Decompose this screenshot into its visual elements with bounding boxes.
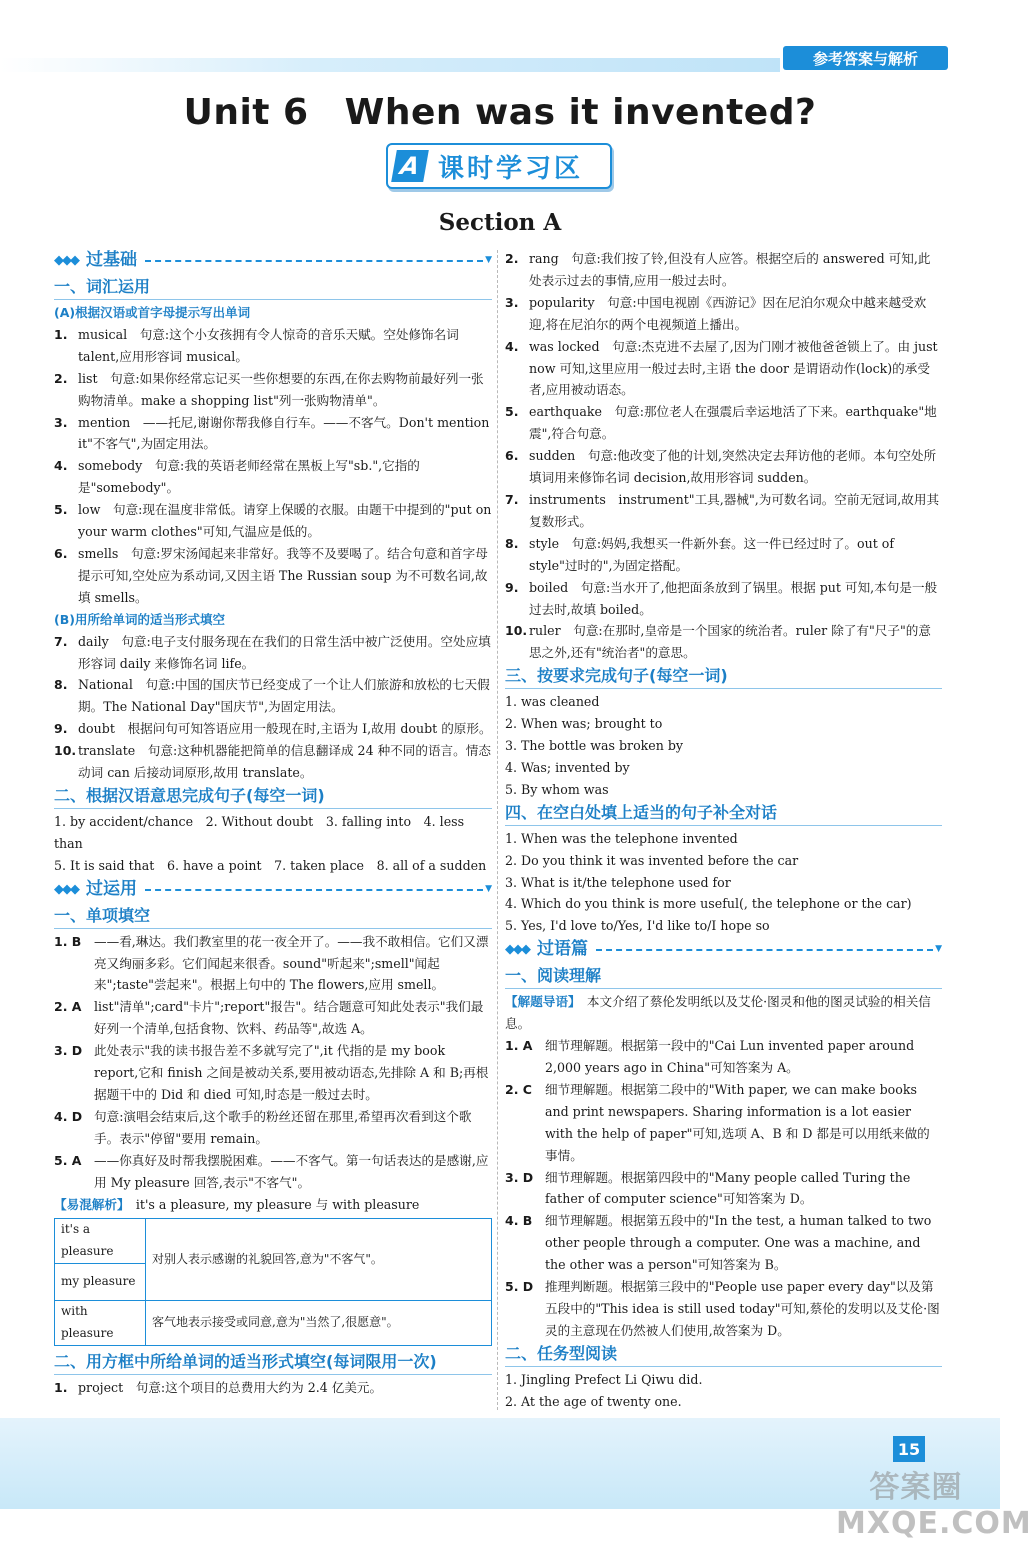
badge-letter: A <box>391 150 429 182</box>
heading-mark-icon: ◆◆◆ <box>54 881 78 897</box>
section-box-words: 二、用方框中所给单词的适当形式填空(每词限用一次) <box>54 1350 492 1375</box>
item-text: list"清单";card"卡片";report"报告"。结合题意可知此处表示"我们最好列一个清单,包括食物、饮料、药品等",故选 A。 <box>94 999 484 1037</box>
section-single-choice: 一、单项填空 <box>54 904 492 929</box>
list-item <box>505 1035 942 1079</box>
top-bar <box>0 0 1000 78</box>
table-key: it's a pleasure <box>55 1219 146 1264</box>
item-number: 8. <box>505 535 519 551</box>
heading-passage: ◆◆◆ 过语篇 ▼ <box>505 939 942 960</box>
section-dialogue: 四、在空白处填上适当的句子补全对话 <box>505 801 942 826</box>
item-text: popularity 句意:中国电视剧《西游记》因在尼泊尔观众中越来越受欢迎,将在尼泊尔的两个电视频道上播出。 <box>529 294 927 332</box>
item-number: 4. D <box>54 1108 83 1124</box>
item-number: 7. <box>505 491 519 507</box>
list-item <box>505 445 942 489</box>
item-text: rang 句意:我们按了铃,但没有人应答。根据空后的 answered 可知,此处表示过去的事情,应用一般过去时。 <box>529 251 931 288</box>
list-item <box>505 1167 942 1211</box>
subsection-a: (A)根据汉语或首字母提示写出单词 <box>54 305 251 320</box>
item-number: 8. <box>54 677 68 693</box>
section-vocab: 一、词汇运用 <box>54 275 492 300</box>
item-number: 2. <box>54 370 68 386</box>
box-words-list-cont <box>505 248 942 664</box>
list-item <box>54 368 492 412</box>
list-item <box>54 996 492 1040</box>
answer-line: 5. Yes, I'd love to/Yes, I'd like to/I hope so <box>505 918 770 934</box>
list-item <box>54 718 492 740</box>
triangle-icon: ▼ <box>485 883 492 894</box>
list-item <box>54 674 492 718</box>
list-item <box>505 1210 942 1276</box>
item-text: style 句意:妈妈,我想买一件新外套。这一件已经过时了。out of style"过时的",为固定搭配。 <box>529 535 895 573</box>
reading-list <box>505 1035 942 1342</box>
answer-line: 4. Was; invented by <box>505 759 630 775</box>
item-text: was locked 句意:杰克进不去屋了,因为门刚才被他爸爸锁上了。由 just now 可知,这里应用一般过去时,主语 the door 是谓语动作(lock)的承受者,应用被动语态。 <box>529 338 938 398</box>
item-number: 1. B <box>54 933 82 949</box>
list-item <box>54 1106 492 1150</box>
triangle-icon: ▼ <box>485 255 492 266</box>
item-text: doubt 根据问句可知答语应用一般现在时,主语为 I,故用 doubt 的原形。 <box>78 721 492 737</box>
item-text: National 句意:中国的国庆节已经变成了一个让人们旅游和放松的七天假期。The National Day"国庆节",为固定用法。 <box>78 677 490 715</box>
list-item <box>54 1040 492 1106</box>
badge-text: 课时学习区 <box>438 153 584 184</box>
pleasure-table <box>54 1218 492 1346</box>
unit-question: When was it invented? <box>344 92 817 133</box>
list-item <box>505 401 942 445</box>
table-key: with pleasure <box>55 1301 146 1346</box>
page-title <box>0 92 1000 133</box>
list-item <box>54 631 492 675</box>
item-number: 5. D <box>505 1279 534 1295</box>
triangle-icon: ▼ <box>935 944 942 955</box>
answer-tag: 参考答案与解析 <box>783 46 948 70</box>
item-text: 推理判断题。根据第三段中的"People use paper every day"以及第五段中的"This idea is still used today"可知,蔡伦的发明以及艾伦·图灵的主意现在仍然被人们使用,故答案为 D。 <box>545 1279 940 1338</box>
item-text: earthquake 句意:那位老人在强震后幸运地活了下来。earthquake"地震",符合句意。 <box>529 404 937 442</box>
item-text: project 句意:这个项目的总费用大约为 2.4 亿美元。 <box>78 1380 383 1396</box>
item-text: daily 句意:电子支付服务现在在我们的日常生活中被广泛使用。空处应填形容词 daily 来修饰名词 life。 <box>78 633 491 671</box>
answer-line: 3. What is it/the telephone used for <box>505 874 731 890</box>
item-text: low 句意:现在温度非常低。请穿上保暖的衣服。由题干中提到的"put on your warm clothes"可知,气温应是低的。 <box>78 502 492 540</box>
answer-line: 3. The bottle was broken by <box>505 738 684 754</box>
list-item <box>54 499 492 543</box>
heading-mark-icon: ◆◆◆ <box>505 942 529 958</box>
list-item <box>505 292 942 336</box>
section-sentences: 二、根据汉语意思完成句子(每空一词) <box>54 784 492 809</box>
item-text: boiled 句意:当水开了,他把面条放到了锅里。根据 put 可知,本句是一般过去时,故填 boiled。 <box>529 579 938 617</box>
answer-line: 2. At the age of twenty one. <box>505 1393 682 1409</box>
choice-list <box>54 931 492 1194</box>
item-number: 3. D <box>505 1169 534 1185</box>
heading-basic: ◆◆◆ 过基础 ▼ <box>54 250 492 271</box>
item-number: 2. A <box>54 999 82 1015</box>
unit-label: Unit 6 <box>183 92 309 133</box>
list-item <box>54 1150 492 1194</box>
item-text: list 句意:如果你经常忘记买一些你想要的东西,在你去购物前最好列一张购物清单。make a shopping list"列一张购物清单"。 <box>78 370 484 408</box>
complete-list <box>505 691 942 801</box>
item-text: sudden 句意:他改变了他的计划,突然决定去拜访他的老师。本句空处所填词用来修饰名词 decision,故用形容词 sudden。 <box>529 448 937 486</box>
item-number: 4. <box>54 458 68 474</box>
item-text: musical 句意:这个小女孩拥有令人惊奇的音乐天赋。空处修饰名词 talent,应用形容词 musical。 <box>78 326 459 364</box>
section-title: Section A <box>438 209 562 236</box>
table-value: 客气地表示接受或同意,意为"当然了,很愿意"。 <box>146 1301 492 1346</box>
item-text: 此处表示"我的读书报告差不多就写完了",it 代指的是 my book report,它和 finish 之间是被动关系,要用被动语态,先排除 A 和 B;再根据题干中的 Did 和 died 可知,时态是一般过去时。 <box>94 1043 489 1102</box>
list-item <box>54 543 492 609</box>
list-item <box>54 740 492 784</box>
column-divider <box>497 250 499 1410</box>
list-item <box>54 931 492 997</box>
list-item <box>54 324 492 368</box>
right-column <box>505 248 942 1435</box>
lesson-badge <box>386 143 612 189</box>
subsection-b: (B)用所给单词的适当形式填空 <box>54 611 225 627</box>
item-number: 10. <box>505 623 528 639</box>
list-item <box>54 412 492 456</box>
confusion-note: 【易混解析】 it's a pleasure, my pleasure 与 with pleasure <box>54 1196 420 1212</box>
item-text: ——看,琳达。我们教室里的花一夜全开了。——我不敢相信。它们又漂亮又绚丽多彩。它们闻起来很香。sound"听起来";smell"闻起来";taste"尝起来"。根据上句中的 The flowers,应用 smell。 <box>94 933 489 993</box>
item-number: 1. <box>54 326 68 342</box>
vocab-a-list <box>54 324 492 609</box>
item-number: 6. <box>54 545 68 561</box>
item-text: somebody 句意:我的英语老师经常在黑板上写"sb.",它指的是"somebody"。 <box>78 458 420 496</box>
item-text: mention ——托尼,谢谢你帮我修自行车。——不客气。Don't mention it"不客气",为固定用法。 <box>78 414 490 452</box>
item-number: 5. <box>54 502 68 518</box>
answer-line: 5. It is said that 6. have a point 7. taken place 8. all of a sudden <box>54 857 487 873</box>
item-number: 4. B <box>505 1213 533 1229</box>
box-words-list <box>54 1377 492 1399</box>
list-item <box>505 620 942 664</box>
item-number: 2. <box>505 251 519 266</box>
list-item <box>505 489 942 533</box>
table-key: my pleasure <box>55 1264 146 1301</box>
answer-line: 1. was cleaned <box>505 694 600 710</box>
list-item <box>54 455 492 499</box>
item-number: 1. A <box>505 1038 533 1054</box>
table-value: 对别人表示感谢的礼貌回答,意为"不客气"。 <box>146 1219 492 1301</box>
item-number: 9. <box>505 579 519 595</box>
item-text: instruments instrument"工具,器械",为可数名词。空前无冠词,故用其复数形式。 <box>529 491 940 529</box>
item-text: ruler 句意:在那时,皇帝是一个国家的统治者。ruler 除了有"尺子"的意思之外,还有"统治者"的意思。 <box>529 623 931 661</box>
dialogue-list <box>505 828 942 938</box>
item-number: 3. D <box>54 1043 83 1059</box>
answer-line: 2. Do you think it was invented before the car <box>505 852 799 868</box>
heading-apply: ◆◆◆ 过运用 ▼ <box>54 878 492 899</box>
item-number: 6. <box>505 448 519 464</box>
section-complete-sentences: 三、按要求完成句子(每空一词) <box>505 664 942 689</box>
list-item <box>54 1377 492 1399</box>
item-number: 3. <box>505 294 519 310</box>
item-number: 7. <box>54 633 68 649</box>
item-text: 细节理解题。根据第四段中的"Many people called Turing the father of computer science"可知答案为 D。 <box>545 1169 911 1207</box>
list-item <box>505 1276 942 1342</box>
reading-guide: 【解题导语】 本文介绍了蔡伦发明纸以及艾伦·图灵和他的图灵试验的相关信息。 <box>505 994 931 1032</box>
item-text: 细节理解题。根据第二段中的"With paper, we can make books and print newspapers. Sharing information is a lot easier with the help of paper"可知,选项 A、B 和 D 都是可以用纸来做的事情。 <box>545 1081 930 1163</box>
list-item <box>505 533 942 577</box>
watermark: 答案圈 MXQE.COM <box>836 1470 1032 1541</box>
top-gradient-line <box>0 58 780 72</box>
page-number: 15 <box>893 1436 925 1462</box>
item-text: smells 句意:罗宋汤闻起来非常好。我等不及要喝了。结合句意和首字母提示可知,空处应为系动词,又因主语 The Russian soup 为不可数名词,故填 smells。 <box>78 545 488 605</box>
answer-line: 1. When was the telephone invented <box>505 830 738 846</box>
item-number: 9. <box>54 721 68 737</box>
item-number: 5. A <box>54 1152 82 1168</box>
item-text: 细节理解题。根据第五段中的"In the test, a human talked to two other people through a computer. One was a machine, and the other was a person"可知答案为 B。 <box>545 1213 932 1273</box>
answer-line: 1. Jingling Prefect Li Qiwu did. <box>505 1371 703 1387</box>
list-item <box>505 1079 942 1167</box>
item-text: ——你真好及时帮我摆脱困难。——不客气。第一句话表达的是感谢,应用 My pleasure 回答,表示"不客气"。 <box>94 1152 489 1190</box>
answer-line: 1. by accident/chance 2. Without doubt 3. falling into 4. less than <box>54 813 465 851</box>
vocab-b-list <box>54 631 492 784</box>
answer-line: 5. By whom was <box>505 781 609 797</box>
list-item <box>505 248 942 292</box>
item-text: 细节理解题。根据第一段中的"Cai Lun invented paper around 2,000 years ago in China"可知答案为 A。 <box>545 1038 915 1075</box>
list-item <box>505 336 942 402</box>
item-number: 5. <box>505 404 519 420</box>
item-number: 4. <box>505 338 519 354</box>
list-item <box>505 577 942 621</box>
left-column <box>54 248 492 1399</box>
item-number: 1. <box>54 1380 68 1396</box>
item-number: 10. <box>54 743 77 759</box>
item-number: 3. <box>54 414 68 430</box>
item-text: translate 句意:这种机器能把简单的信息翻译成 24 种不同的语言。情态动词 can 后接动词原形,故用 translate。 <box>78 743 491 781</box>
heading-mark-icon: ◆◆◆ <box>54 253 78 269</box>
answer-line: 4. Which do you think is more useful(, the telephone or the car) <box>505 896 912 912</box>
answer-line: 2. When was; brought to <box>505 716 663 732</box>
item-number: 2. C <box>505 1081 532 1097</box>
section-task-reading: 二、任务型阅读 <box>505 1342 942 1367</box>
section-reading: 一、阅读理解 <box>505 964 942 989</box>
item-text: 句意:演唱会结束后,这个歌手的粉丝还留在那里,希望再次看到这个歌手。表示"停留"要用 remain。 <box>94 1108 472 1146</box>
